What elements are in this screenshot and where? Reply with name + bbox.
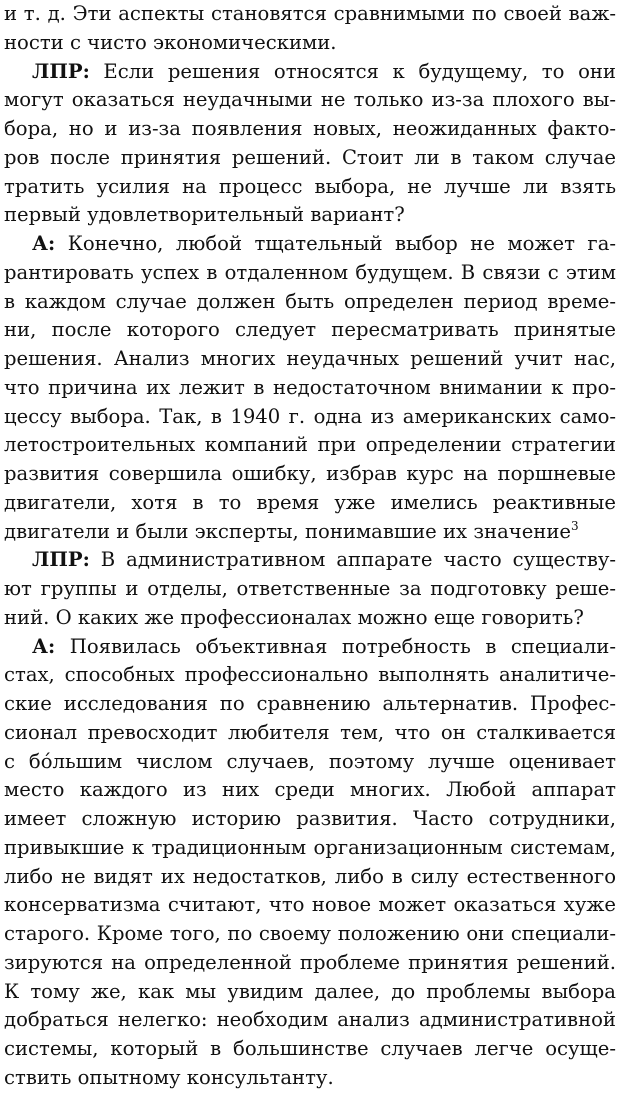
text-line: бора, но и из-за появления новых, неожиданных факто-: [4, 117, 616, 140]
text-line: К тому же, как мы увидим далее, до проблемы выбора: [4, 979, 616, 1003]
text-line: [4, 58, 616, 87]
text-line: ские исследования по сравнению альтернатив. Профес-: [4, 692, 616, 715]
text-line: двигатели, хотя в то время уже имелись реактивные: [4, 490, 616, 514]
text-line: добраться нелегко: необходим анализ административной: [4, 1008, 616, 1032]
text-line: развития совершила ошибку, избрав курс на поршневые: [4, 462, 616, 485]
page-text: [4, 0, 616, 1093]
text-line: ствить опытному консультанту.: [4, 1065, 334, 1089]
text-line: и т. д. Эти аспекты становятся сравнимыми по своей важ-: [4, 2, 616, 25]
text-line: ров после принятия решений. Стоит ли в таком случае: [4, 145, 616, 169]
text-line: ют группы и отделы, ответственные за подготовку реше-: [4, 577, 616, 600]
text-run: Если решения относятся к будущему, то они: [89, 59, 616, 83]
text-line: старого. Кроме того, по своему положению они специали-: [4, 922, 616, 945]
speaker-label: А:: [32, 232, 56, 255]
text-line: стах, способных профессионально выполнять аналитиче-: [4, 663, 616, 687]
text-line: место каждого из них среди многих. Любой аппарат: [4, 778, 616, 802]
footnote-marker: 3: [571, 518, 579, 533]
text-line: системы, который в большинстве случаев легче осуще-: [4, 1037, 616, 1060]
text-line: сионал превосходит любителя тем, что он сталкивается: [4, 720, 616, 744]
text-line: ний. О каких же профессионалах можно еще говорить?: [4, 605, 584, 629]
text-line: ности с чисто экономическими.: [4, 30, 337, 54]
text-line: первый удовлетворительный вариант?: [4, 203, 405, 227]
text-line: с бо́льшим числом случаев, поэтому лучше оценивает: [4, 749, 616, 773]
text-line: консерватизма считают, что новое может оказаться хуже: [4, 893, 616, 917]
text-line: в каждом случае должен быть определен период време-: [4, 289, 616, 313]
text-line: летостроительных компаний при определении стратегии: [4, 433, 616, 457]
speaker-label: ЛПР:: [32, 59, 90, 83]
text-line: [4, 546, 616, 575]
text-line: рантировать успех в отдаленном будущем. В связи с этим: [4, 260, 616, 284]
speaker-label: ЛПР:: [32, 548, 90, 572]
text-line: ни, после которого следует пересматривать принятые: [4, 318, 616, 342]
speaker-label: А:: [32, 634, 56, 658]
text-line: тратить усилия на процесс выбора, не лучше ли взять: [4, 174, 616, 198]
text-line: [4, 230, 616, 259]
text-line: цессу выбора. Так, в 1940 г. одна из американских само-: [4, 404, 616, 428]
text-run: двигатели и были эксперты, понимавшие их значение: [4, 519, 572, 543]
text-line: имеет сложную историю развития. Часто сотрудники,: [4, 807, 616, 830]
text-line: могут оказаться неудачными не только из-за плохого вы-: [4, 88, 616, 112]
text-run: Появилась объективная потребность в специали-: [55, 634, 616, 658]
text-line: что причина их лежит в недостаточном внимании к про-: [4, 375, 616, 399]
text-run: В административном аппарате часто существу-: [89, 548, 616, 572]
text-line: решения. Анализ многих неудачных решений учит нас,: [4, 347, 616, 370]
text-line: [4, 633, 616, 662]
text-line: [4, 518, 616, 547]
text-line: привыкшие к традиционным организационным системам,: [4, 835, 616, 859]
text-line: либо не видят их недостатков, либо в силу естественного: [4, 864, 616, 888]
text-line: зируются на определенной проблеме принятия решений.: [4, 950, 616, 974]
text-run: Конечно, любой тщательный выбор не может га-: [55, 232, 616, 255]
